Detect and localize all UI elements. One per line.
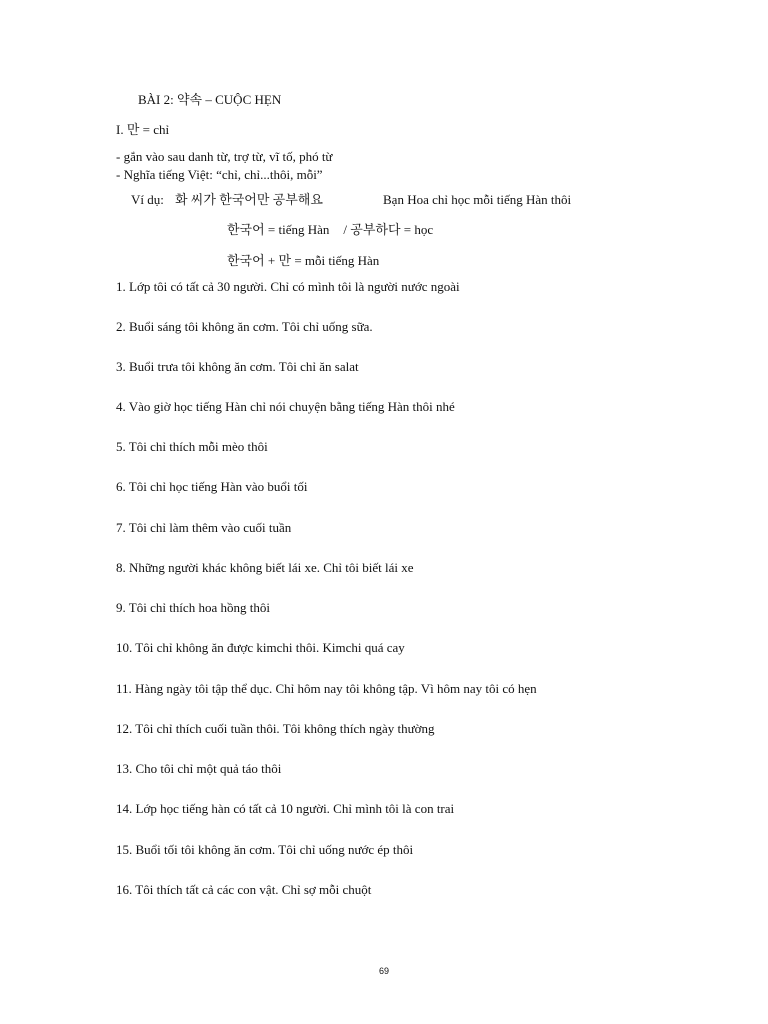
page-number: 69 (378, 966, 389, 976)
bullet-meaning: - Nghĩa tiếng Việt: “chỉ, chỉ...thôi, mỗi” (116, 167, 323, 182)
exercise-item: 9. Tôi chỉ thích hoa hồng thôi (116, 600, 270, 615)
example-translation: Bạn Hoa chỉ học mỗi tiếng Hàn thôi (383, 192, 572, 207)
gloss-verb-meaning: / 공부하다 = học (343, 222, 434, 237)
exercise-item: 14. Lớp học tiếng hàn có tất cả 10 người. Chỉ mình tôi là con trai (116, 801, 455, 816)
gloss-korean-meaning: 한국어 = tiếng Hàn (227, 222, 330, 237)
lesson-title: BÀI 2: 약속 – CUỘC HẸN (138, 92, 282, 107)
exercise-item: 5. Tôi chỉ thích mỗi mèo thôi (116, 439, 268, 454)
exercise-item: 8. Những người khác không biết lái xe. Chỉ tôi biết lái xe (116, 560, 414, 575)
exercise-item: 3. Buổi trưa tôi không ăn cơm. Tôi chỉ ăn salat (116, 359, 359, 374)
exercise-item: 7. Tôi chỉ làm thêm vào cuối tuần (116, 520, 292, 535)
exercise-item: 6. Tôi chỉ học tiếng Hàn vào buổi tối (116, 479, 308, 494)
exercise-item: 10. Tôi chỉ không ăn được kimchi thôi. Kimchi quá cay (116, 640, 405, 655)
example-korean: 화 씨가 한국어만 공부해요 (175, 192, 323, 207)
gloss-combination: 한국어 + 만 = mỗi tiếng Hàn (227, 253, 380, 268)
exercise-item: 11. Hàng ngày tôi tập thể dục. Chỉ hôm nay tôi không tập. Vì hôm nay tôi có hẹn (116, 681, 537, 696)
exercise-item: 4. Vào giờ học tiếng Hàn chỉ nói chuyện bằng tiếng Hàn thôi nhé (116, 399, 455, 414)
exercise-item: 2. Buổi sáng tôi không ăn cơm. Tôi chỉ uống sữa. (116, 319, 373, 334)
gloss-line (227, 253, 379, 269)
exercise-item: 15. Buổi tối tôi không ăn cơm. Tôi chỉ uống nước ép thôi (116, 842, 414, 857)
exercise-item: 1. Lớp tôi có tất cả 30 người. Chỉ có mình tôi là người nước ngoài (116, 279, 460, 294)
exercise-item: 13. Cho tôi chỉ một quả táo thôi (116, 761, 282, 776)
gloss-line (227, 222, 433, 238)
section-heading: I. 만 = chỉ (116, 122, 170, 137)
example-label: Ví dụ: (131, 192, 164, 207)
bullet-usage: - gắn vào sau danh từ, trợ từ, vĩ tố, phó từ (116, 149, 333, 164)
example-sentence (131, 192, 571, 208)
exercise-item: 16. Tôi thích tất cả các con vật. Chỉ sợ mỗi chuột (116, 882, 372, 897)
exercise-item: 12. Tôi chỉ thích cuối tuần thôi. Tôi không thích ngày thường (116, 721, 435, 736)
